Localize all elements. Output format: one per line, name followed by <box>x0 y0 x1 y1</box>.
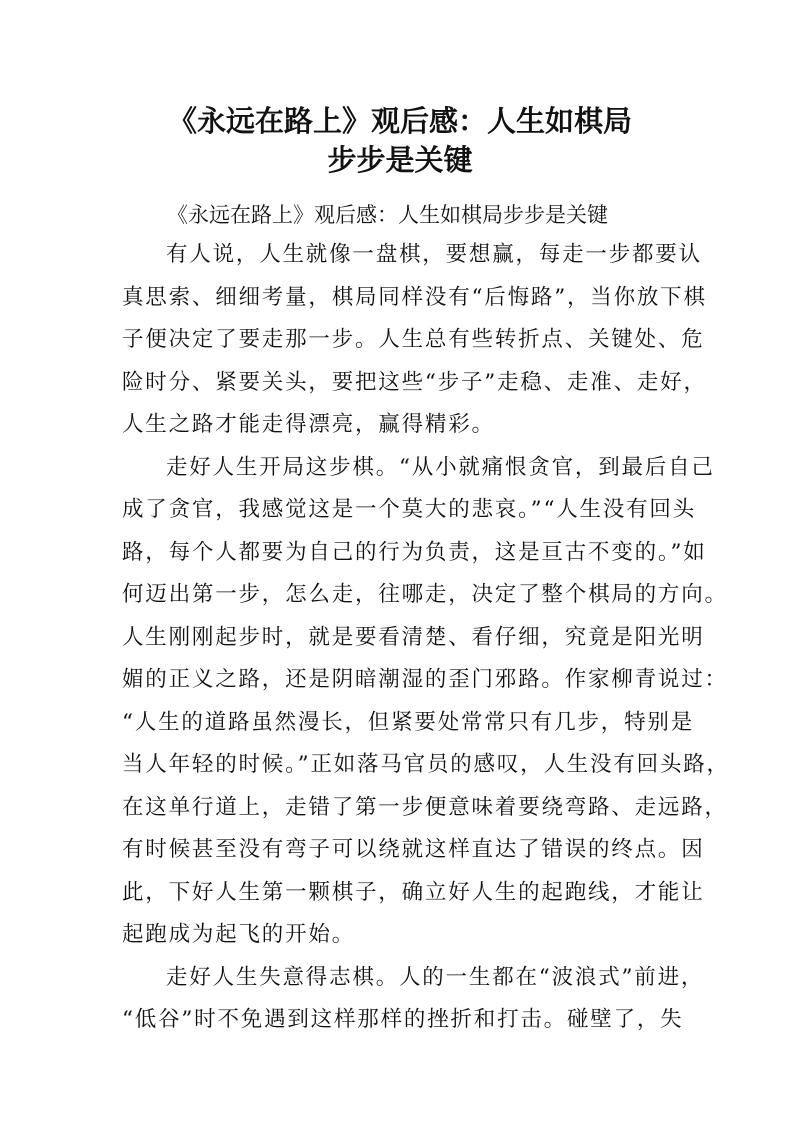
paragraph-line: 路，每个人都要为自己的行为负责，这是亘古不变的。”如 <box>122 540 707 565</box>
paragraph-line: 真思索、细细考量，棋局同样没有“后悔路”，当你放下棋 <box>122 285 707 310</box>
paragraph-line: 有时候甚至没有弯子可以绕就这样直达了错误的终点。因 <box>122 837 705 862</box>
paragraph-line: 此，下好人生第一颗棋子，确立好人生的起跑线，才能让 <box>122 880 705 905</box>
paragraph-line: 人生刚刚起步时，就是要看清楚、看仔细，究竟是阳光明 <box>122 625 705 650</box>
paragraph-line: 走好人生失意得志棋。人的一生都在“波浪式”前进， <box>166 965 705 990</box>
document-title-line-1: 《永远在路上》观后感：人生如棋局 <box>167 104 632 138</box>
paragraph-line: 媚的正义之路，还是阴暗潮湿的歪门邪路。作家柳青说过： <box>122 667 728 692</box>
paragraph-line: 何迈出第一步，怎么走，往哪走，决定了整个棋局的方向。 <box>122 582 728 607</box>
paragraph-line: “人生的道路虽然漫长，但紧要处常常只有几步，特别是 <box>122 710 694 735</box>
paragraph-line: 起跑成为起飞的开始。 <box>122 922 356 947</box>
paragraph-line: 子便决定了要走那一步。人生总有些转折点、关键处、危 <box>122 327 705 352</box>
paragraph-line: 有人说，人生就像一盘棋，要想赢，每走一步都要认 <box>166 242 702 267</box>
paragraph-line: “低谷”时不免遇到这样那样的挫折和打击。碰壁了，失 <box>122 1007 684 1032</box>
paragraph-line: 走好人生开局这步棋。“从小就痛恨贪官，到最后自己 <box>166 455 715 480</box>
paragraph-line: 成了贪官，我感觉这是一个莫大的悲哀。”“人生没有回头 <box>122 497 697 522</box>
paragraph-line: 在这单行道上，走错了第一步便意味着要绕弯路、走远路， <box>122 795 728 820</box>
document-title-line-2: 步步是关键 <box>327 143 473 177</box>
paragraph-line: 当人年轻的时候。”正如落马官员的感叹，人生没有回头路， <box>122 752 730 777</box>
paragraph-line: 险时分、紧要关头，要把这些“步子”走稳、走准、走好， <box>122 370 707 395</box>
document-subtitle: 《永远在路上》观后感：人生如棋局步步是关键 <box>167 203 608 227</box>
paragraph-line: 人生之路才能走得漂亮，赢得精彩。 <box>122 412 495 437</box>
